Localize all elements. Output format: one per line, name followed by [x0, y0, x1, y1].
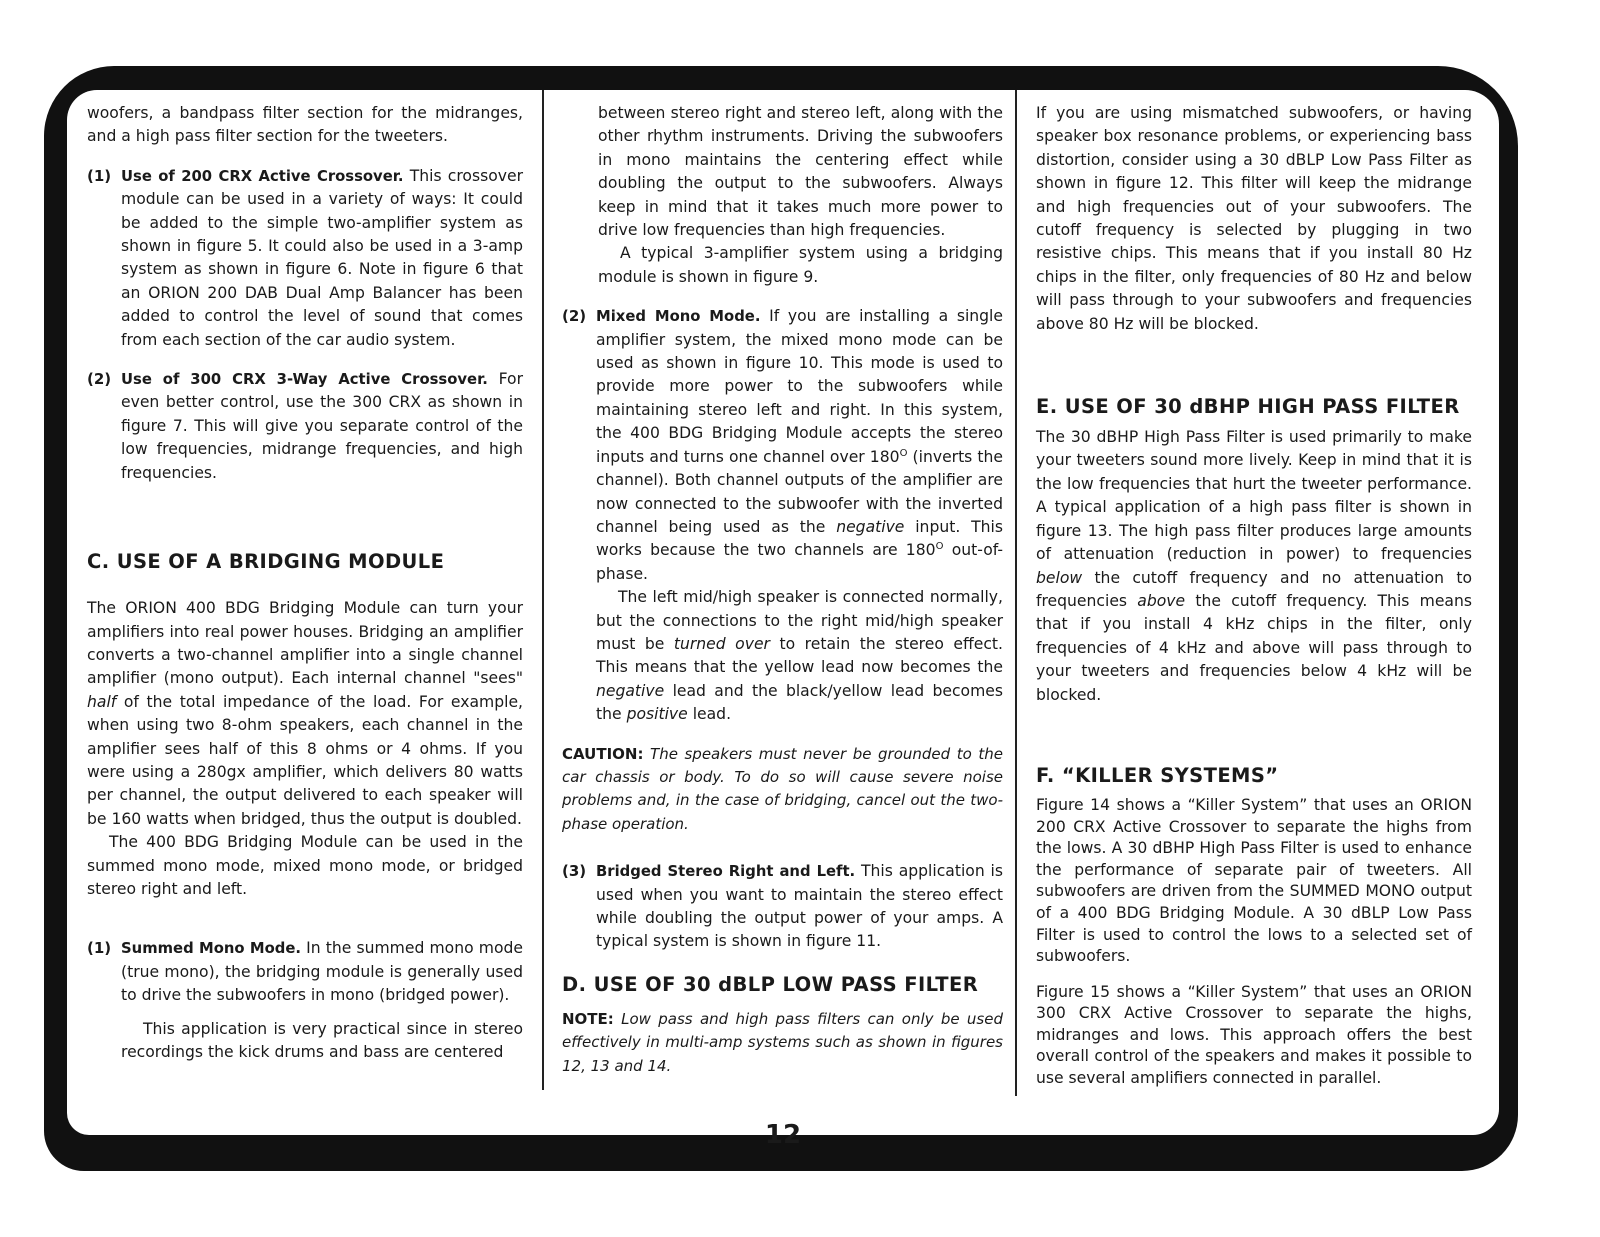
- emphasis: negative: [596, 681, 665, 700]
- item-number: (2): [562, 307, 587, 326]
- item-text: [596, 305, 1003, 726]
- note-label: NOTE:: [562, 1009, 614, 1028]
- section-heading-c: C. USE OF A BRIDGING MODULE: [87, 550, 445, 574]
- column-2: [562, 102, 1003, 1078]
- column-3: [1036, 102, 1472, 1090]
- emphasis: negative: [836, 517, 905, 536]
- caution-label: CAUTION:: [562, 744, 644, 763]
- filter-note: [562, 1008, 1003, 1078]
- paragraph: [596, 305, 1003, 586]
- paragraph: between stereo right and stereo left, along with the other rhythm instruments. Driving the subwoofers in mono maintains the centering effect while doubling the output to the subwoofers. Always keep in mind that it takes much more power to drive low frequencies than high frequencies.: [598, 104, 1003, 240]
- emphasis: below: [1036, 568, 1083, 587]
- column-divider: [542, 90, 544, 1090]
- item-body: This application is used when you want to maintain the stereo effect while doubling the output power of your amps. A typical system is shown in figure 11.: [596, 862, 1004, 951]
- paragraph: [87, 597, 523, 831]
- text-run: of the total impedance of the load. For example, when using two 8-ohm speakers, each channel in the amplifier sees half of this 8 ohms or 4 ohms. If you were using a 280gx amplifier, which delivers 80 watts per channel, the output delivered to each speaker will be 160 watts when bridged, thus the output is doubled.: [87, 692, 523, 828]
- degree-mark: O: [899, 447, 908, 459]
- caution-text: The speakers must never be grounded to the car chassis or body. To do so will cause severe noise problems and, in the case of bridging, cancel out the two-phase operation.: [562, 744, 1003, 833]
- text-run: input. This works because the two channels are 180: [596, 517, 1003, 560]
- section-heading-f: F. “KILLER SYSTEMS”: [1036, 763, 1279, 787]
- paragraph: [596, 586, 1003, 726]
- section-heading-d: D. USE OF 30 dBLP LOW PASS FILTER: [562, 972, 979, 996]
- item-heading: Use of 200 CRX Active Crossover.: [121, 167, 404, 185]
- item-number: (2): [87, 370, 112, 389]
- note-text: Low pass and high pass filters can only be used effectively in multi-amp systems such as shown in figures 12, 13 and 14.: [562, 1009, 1003, 1075]
- list-item: [87, 937, 523, 1064]
- item-body: For even better control, use the 300 CRX as shown in figure 7. This will give you separate control of the low frequencies, midrange frequencies, and high frequencies.: [121, 370, 523, 482]
- section-heading-e: E. USE OF 30 dBHP HIGH PASS FILTER: [1036, 395, 1460, 419]
- paragraph: woofers, a bandpass filter section for the midranges, and a high pass filter section for the tweeters.: [87, 104, 523, 146]
- paragraph: A typical 3-amplifier system using a bridging module is shown in figure 9.: [598, 244, 1003, 286]
- page-content: [67, 90, 1499, 1150]
- paragraph: If you are using mismatched subwoofers, or having speaker box resonance problems, or experiencing bass distortion, consider using a 30 dBLP Low Pass Filter as shown in figure 12. This filter will keep the midrange and high frequencies out of your subwoofers. The cutoff frequency is selected by plugging in two resistive chips. This means that if you install 80 Hz chips in the filter, only frequencies of 80 Hz and below will pass through to your subwoofers and frequencies above 80 Hz will be blocked.: [1036, 104, 1472, 333]
- paragraph: This application is very practical since in stereo recordings the kick drums and bass are centered: [121, 1019, 523, 1061]
- page-number: 12: [764, 1120, 802, 1150]
- item-heading: Mixed Mono Mode.: [596, 308, 761, 326]
- item-heading: Use of 300 CRX 3-Way Active Crossover.: [121, 371, 488, 389]
- page-frame: [44, 66, 1518, 1171]
- text-run: lead and the black/yellow lead becomes the: [596, 681, 1003, 724]
- item-number: (3): [562, 862, 587, 881]
- list-item: [87, 368, 523, 485]
- paragraph: The 400 BDG Bridging Module can be used in the summed mono mode, mixed mono mode, or bridged stereo right and left.: [87, 833, 523, 898]
- list-item: [87, 165, 523, 352]
- text-run: The left mid/high speaker is connected normally, but the connections to the right mid/high speaker must be: [596, 588, 1003, 653]
- item-number: (1): [87, 166, 112, 185]
- paragraph: [1036, 426, 1472, 707]
- paragraph: Figure 15 shows a “Killer System” that uses an ORION 300 CRX Active Crossover to separate the highs, midranges and lows. This approach offers the best overall control of the speakers and makes it possible to use several amplifiers connected in parallel.: [1036, 982, 1472, 1088]
- text-run: lead.: [687, 705, 732, 724]
- item-text: [121, 368, 523, 485]
- item-text: [121, 937, 523, 1064]
- column-divider: [1015, 90, 1017, 1096]
- item-text: [121, 165, 523, 352]
- caution-note: [562, 743, 1003, 837]
- item-body: In the summed mono mode (true mono), the bridging module is generally used to drive the subwoofers in mono (bridged power).: [121, 939, 523, 1005]
- degree-mark: O: [935, 541, 944, 553]
- list-item: [562, 860, 1003, 954]
- item-heading: Bridged Stereo Right and Left.: [596, 863, 856, 881]
- text-run: The 30 dBHP High Pass Filter is used primarily to make your tweeters sound more lively. Keep in mind that it is the low frequencies that hurt the tweeter performance. A typical application of a high pass filter is shown in figure 13. The high pass filter produces large amounts of attenuation (reduction in power) to frequencies: [1036, 428, 1472, 564]
- item-heading: Summed Mono Mode.: [121, 940, 302, 958]
- emphasis: turned over: [673, 634, 770, 653]
- column-1: [87, 102, 523, 1064]
- emphasis: positive: [626, 705, 688, 724]
- continued-item: [562, 102, 1003, 289]
- text-run: (inverts the channel). Both channel outputs of the amplifier are now connected to the subwoofer with the inverted channel being used as the: [596, 447, 1003, 536]
- text-run: to retain the stereo effect. This means that the yellow lead now becomes the: [596, 634, 1003, 677]
- emphasis: half: [87, 692, 117, 711]
- text-run: the cutoff frequency. This means that if you install 4 kHz chips in the filter, only frequencies of 4 kHz and above will pass through to your tweeters and frequencies below 4 kHz will be blocked.: [1036, 591, 1472, 704]
- item-text: [596, 860, 1003, 954]
- text-run: If you are installing a single amplifier system, the mixed mono mode can be used as shown in figure 10. This mode is used to provide more power to the subwoofers while maintaining stereo left and right. In this system, the 400 BDG Bridging Module accepts the stereo inputs and turns one channel over 180: [596, 307, 1003, 466]
- text-run: The ORION 400 BDG Bridging Module can turn your amplifiers into real power houses. Bridging an amplifier converts a two-channel amplifier into a single channel amplifier (mono output). Each internal channel "sees": [87, 599, 523, 688]
- text-run: out-of-phase.: [596, 541, 1003, 583]
- text-run: the cutoff frequency and no attenuation to frequencies: [1036, 568, 1472, 610]
- emphasis: above: [1137, 591, 1186, 610]
- item-body: This crossover module can be used in a variety of ways: It could be added to the simple two-amplifier system as shown in figure 5. It could also be used in a 3-amp system as shown in figure 6. Note in figure 6 that an ORION 200 DAB Dual Amp Balancer has been added to control the level of sound that comes from each section of the car audio system.: [121, 166, 523, 349]
- list-item: [562, 305, 1003, 726]
- item-number: (1): [87, 939, 112, 958]
- paragraph: Figure 14 shows a “Killer System” that uses an ORION 200 CRX Active Crossover to separate the highs from the lows. A 30 dBHP High Pass Filter is used to enhance the performance of separate pair of tweeters. All subwoofers are driven from the SUMMED MONO output of a 400 BDG Bridging Module. A 30 dBLP Low Pass Filter is used to control the lows to a selected set of subwoofers.: [1036, 795, 1472, 966]
